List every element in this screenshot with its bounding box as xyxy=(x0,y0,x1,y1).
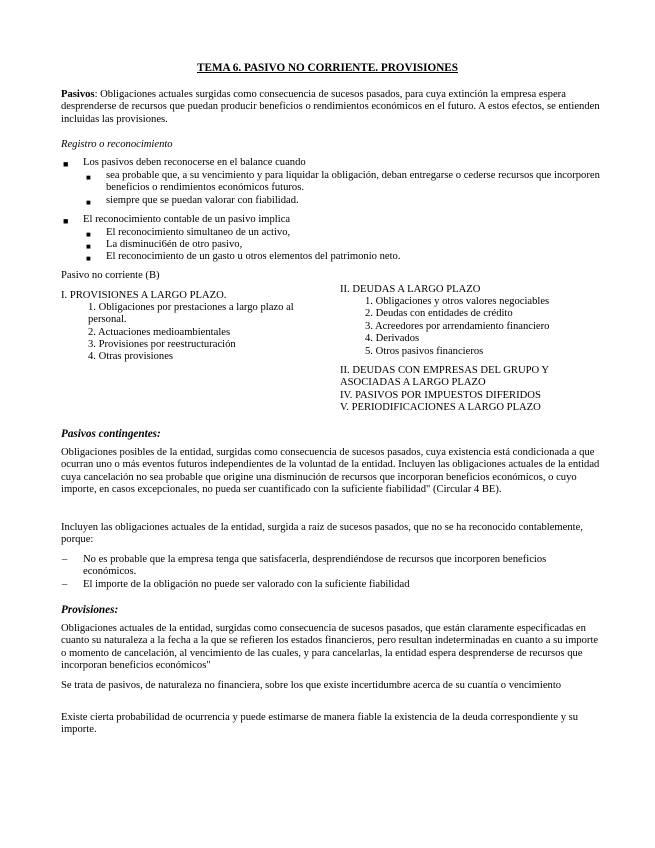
registro-heading: Registro o reconocimiento xyxy=(61,139,173,150)
registro-subitem-1-1: sea probable que, a su vencimiento y para liquidar la obligación, deban entregarse o cederse recursos que incorporen beneficios o rendimientos económicos futuros. xyxy=(106,170,600,194)
pnc-heading: Pasivo no corriente (B) xyxy=(61,270,160,281)
bullet-square-icon: ■ xyxy=(86,254,91,263)
dash-bullet-icon: – xyxy=(62,554,68,565)
page-title: TEMA 6. PASIVO NO CORRIENTE. PROVISIONES xyxy=(197,62,458,74)
pnc-right-more-3: V. PERIODIFICACIONES A LARGO PLAZO xyxy=(340,402,541,413)
provisiones-heading: Provisiones: xyxy=(61,604,119,616)
pnc-left-item-4: 4. Otras provisiones xyxy=(88,351,174,362)
pnc-left-heading: I. PROVISIONES A LARGO PLAZO. xyxy=(61,290,227,301)
registro-subitem-2-3: El reconocimiento de un gasto u otros elementos del patrimonio neto. xyxy=(106,251,401,262)
bullet-square-icon: ■ xyxy=(86,198,91,207)
intro-paragraph xyxy=(61,89,601,126)
registro-subitem-2-2: La disminuci6én de otro pasivo, xyxy=(106,239,243,250)
bullet-square-icon: ■ xyxy=(63,159,69,169)
provisiones-paragraph-1: Obligaciones actuales de la entidad, surgidas como consecuencia de sucesos pasados, que están claramente especificadas en cuanto su naturaleza a la fecha a la que se refieren los estados financieros, pero resultan indeterminadas en cuanto a su importe o momento de cancelación, al vencimiento de las cuales, y para cancelarlas, la entidad espera desprenderse de recursos que incorporan beneficios económicos" xyxy=(61,623,599,672)
pnc-right-item-2: 2. Deudas con entidades de crédito xyxy=(365,308,513,319)
pnc-left-item-2: 2. Actuaciones medioambientales xyxy=(88,327,231,338)
bullet-square-icon: ■ xyxy=(63,216,69,226)
provisiones-paragraph-3: Existe cierta probabilidad de ocurrencia y puede estimarse de manera fiable la existencia de la deuda correspondiente y su importe. xyxy=(61,712,579,736)
bullet-square-icon: ■ xyxy=(86,173,91,182)
pnc-right-heading: II. DEUDAS A LARGO PLAZO xyxy=(340,284,481,295)
registro-item-1: Los pasivos deben reconocerse en el balance cuando xyxy=(83,157,306,168)
pnc-right-more-2: IV. PASIVOS POR IMPUESTOS DIFERIDOS xyxy=(340,390,541,401)
registro-subitem-2-1: El reconocimiento simultaneo de un activo, xyxy=(106,227,291,238)
dash-bullet-icon: – xyxy=(62,579,68,590)
intro-term: Pasivos xyxy=(61,89,95,100)
pnc-right-item-3: 3. Acreedores por arrendamiento financiero xyxy=(365,321,550,332)
pnc-left-item-1: 1. Obligaciones por prestaciones a largo plazo al personal. xyxy=(88,302,294,326)
pnc-right-more-1: II. DEUDAS CON EMPRESAS DEL GRUPO Y ASOCIADAS A LARGO PLAZO xyxy=(340,365,549,389)
bullet-square-icon: ■ xyxy=(86,230,91,239)
contingentes-item-1: No es probable que la empresa tenga que satisfacerla, desprendiéndose de recursos que incorporen beneficios económicos. xyxy=(83,554,547,578)
contingentes-heading: Pasivos contingentes: xyxy=(61,428,161,440)
contingentes-item-2: El importe de la obligación no puede ser valorado con la suficiente fiabilidad xyxy=(83,579,410,590)
contingentes-paragraph-1: Obligaciones posibles de la entidad, surgidas como consecuencia de sucesos pasados, cuya existencia está condicionada a que ocurran uno o más eventos futuros independientes de la voluntad de la entidad. Incluyen las obligaciones actuales de la entidad cuya cancelación no sea probable que origine una disminución de recursos que incorporan beneficios económicos, o cuyo importe, en casos excepcionales, no pueda ser cuantificado con la suficiente fiabilidad" (Circular 4 BE). xyxy=(61,447,600,496)
registro-item-2: El reconocimiento contable de un pasivo implica xyxy=(83,214,291,225)
pnc-right-item-5: 5. Otros pasivos financieros xyxy=(365,346,484,357)
provisiones-paragraph-2: Se trata de pasivos, de naturaleza no financiera, sobre los que existe incertidumbre acerca de su cuantía o vencimiento xyxy=(61,680,562,691)
bullet-square-icon: ■ xyxy=(86,242,91,251)
intro-text: : Obligaciones actuales surgidas como consecuencia de sucesos pasados, para cuya extinción la empresa espera desprenderse de recursos que puedan producir beneficios o rendimientos económicos en el futuro. A estos efectos, se entienden incluidas las provisiones. xyxy=(61,89,600,125)
pnc-left-item-3: 3. Provisiones por reestructuración xyxy=(88,339,236,350)
registro-subitem-1-2: siempre que se puedan valorar con fiabilidad. xyxy=(106,195,299,206)
pnc-right-item-1: 1. Obligaciones y otros valores negociables xyxy=(365,296,550,307)
contingentes-paragraph-2: Incluyen las obligaciones actuales de la entidad, surgida a raíz de sucesos pasados, que no se ha reconocido contablemente, porque: xyxy=(61,522,583,546)
pnc-right-item-4: 4. Derivados xyxy=(365,333,420,344)
